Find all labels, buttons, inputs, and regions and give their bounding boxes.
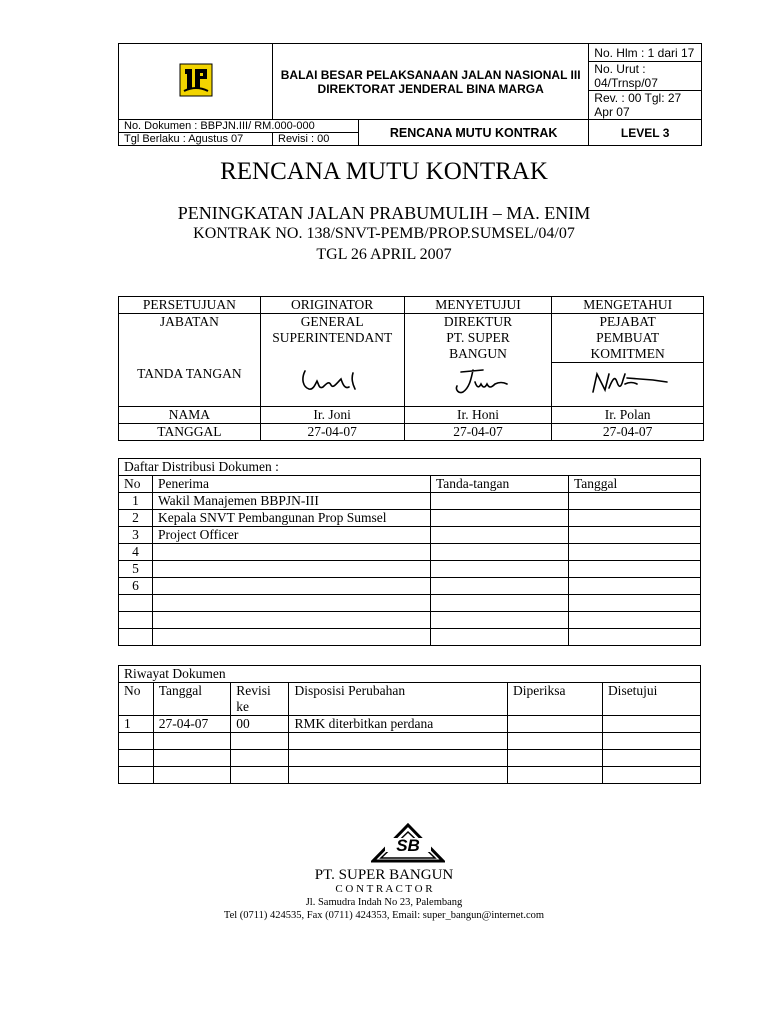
main-title: RENCANA MUTU KONTRAK [220,158,548,185]
company-name: PT. SUPER BANGUN [314,867,454,883]
table-row [119,716,701,733]
row-ttd [431,629,569,646]
hist-disetujui [602,767,700,784]
hist-tanggal [153,767,231,784]
level-cell: LEVEL 3 [589,120,702,146]
hist-diperiksa [507,767,602,784]
hist-header-text: ke [236,699,250,714]
row-ttd [431,493,569,510]
document-header [118,43,702,146]
jabatan-mengetahui [552,314,704,363]
row-ttd [431,595,569,612]
revisi-cell: Revisi : 00 [273,133,359,146]
hist-revisi [231,750,289,767]
dist-header: Penerima [153,476,431,493]
jabatan-text: PEMBUAT [596,330,660,345]
table-row [119,629,701,646]
distribution-title: Daftar Distribusi Dokumen : [119,459,701,476]
row-ttd [431,510,569,527]
row-no: 2 [119,510,153,527]
table-row [119,733,701,750]
hist-header-text: Revisi [236,683,271,698]
row-penerima: Project Officer [153,527,431,544]
jabatan-text: SUPERINTENDANT [272,330,393,345]
row-no: 1 [119,493,153,510]
approval-header: ORIGINATOR [260,297,404,314]
hist-header: Disetujui [602,683,700,716]
row-ttd [431,612,569,629]
signature-menyetujui [404,363,552,407]
row-penerima [153,629,431,646]
row-tanggal [569,561,701,578]
row-no: 5 [119,561,153,578]
row-penerima: Wakil Manajemen BBPJN-III [153,493,431,510]
hist-diperiksa [507,733,602,750]
table-row [119,510,701,527]
tanggal-value: 27-04-07 [260,424,404,441]
row-tanggal [569,578,701,595]
hist-header: Tanggal [153,683,231,716]
no-hlm: No. Hlm : 1 dari 17 [589,44,702,62]
company-address: Jl. Samudra Indah No 23, Palembang [305,897,463,908]
nama-value: Ir. Polan [552,407,704,424]
table-row [119,561,701,578]
rev-info: Rev. : 00 Tgl: 27 Apr 07 [589,91,702,120]
hist-revisi [231,733,289,750]
no-urut: No. Urut : 04/Trnsp/07 [589,62,702,91]
hist-diperiksa [507,750,602,767]
row-tanggal [569,510,701,527]
hist-header-revisi [231,683,289,716]
jabatan-menyetujui [404,314,552,363]
history-title: Riwayat Dokumen [119,666,701,683]
tanggal-value: 27-04-07 [552,424,704,441]
row-penerima: Kepala SNVT Pembangunan Prop Sumsel [153,510,431,527]
hist-revisi: 00 [231,716,289,733]
row-penerima [153,578,431,595]
hist-disposisi: RMK diterbitkan perdana [289,716,508,733]
row-ttd [431,527,569,544]
ttd-label: TANDA TANGAN [119,363,261,407]
hist-diperiksa [507,716,602,733]
table-row [119,595,701,612]
jabatan-text: PT. SUPER [446,330,510,345]
hist-disetujui [602,716,700,733]
hist-header: Diperiksa [507,683,602,716]
hist-no [119,733,154,750]
row-ttd [431,544,569,561]
doc-title-cell: RENCANA MUTU KONTRAK [359,120,589,146]
contract-number: KONTRAK NO. 138/SNVT-PEMB/PROP.SUMSEL/04/07 [193,225,575,242]
row-ttd [431,561,569,578]
org-line2: DIREKTORAT JENDERAL BINA MARGA [317,81,544,96]
org-name [273,44,589,120]
tanggal-value: 27-04-07 [404,424,552,441]
row-penerima [153,612,431,629]
hist-disposisi [289,750,508,767]
row-no: 3 [119,527,153,544]
table-row [119,767,701,784]
jabatan-originator [260,314,404,363]
row-no [119,612,153,629]
row-tanggal [569,527,701,544]
nama-value: Ir. Honi [404,407,552,424]
sb-logo-text: SB [396,836,420,855]
company-contractor: C O N T R A C T O R [335,883,433,895]
row-tanggal [569,595,701,612]
hist-disposisi [289,767,508,784]
row-no [119,595,153,612]
signature-originator [260,363,404,407]
table-row [119,612,701,629]
sb-logo-icon [371,823,445,863]
row-tanggal [569,612,701,629]
hist-tanggal [153,750,231,767]
row-penerima [153,544,431,561]
table-row [119,493,701,510]
tgl-berlaku: Tgl Berlaku : Agustus 07 [119,133,273,146]
no-dokumen: No. Dokumen : BBPJN.III/ RM.000-000 [119,120,359,133]
approval-table [118,296,704,441]
table-row [119,527,701,544]
history-table [118,665,701,784]
dist-header: No [119,476,153,493]
hist-disposisi [289,733,508,750]
company-contact: Tel (0711) 424535, Fax (0711) 424353, Email: super_bangun@internet.com [223,910,545,921]
table-row [119,578,701,595]
nama-label: NAMA [119,407,261,424]
jabatan-text: DIREKTUR [443,314,513,329]
hist-disetujui [602,750,700,767]
jabatan-text: BANGUN [449,346,507,361]
hist-disetujui [602,733,700,750]
hist-no [119,750,154,767]
jabatan-text: GENERAL [300,314,364,329]
row-tanggal [569,493,701,510]
hist-tanggal [153,733,231,750]
row-penerima [153,561,431,578]
signature-icon [297,367,367,397]
distribution-table [118,458,701,646]
signature-icon [443,366,513,398]
sb-logo [371,823,445,863]
jabatan-text: PEJABAT [599,314,656,329]
row-no: 6 [119,578,153,595]
tanggal-label: TANGGAL [119,424,261,441]
row-no [119,629,153,646]
dist-header: Tanggal [569,476,701,493]
jabatan-text: KOMITMEN [590,346,665,361]
approval-header: MENGETAHUI [552,297,704,314]
hist-no: 1 [119,716,154,733]
row-penerima [153,595,431,612]
approval-header: MENYETUJUI [404,297,552,314]
signature-mengetahui [552,363,704,407]
pu-logo [119,44,273,120]
row-tanggal [569,544,701,561]
row-tanggal [569,629,701,646]
hist-tanggal: 27-04-07 [153,716,231,733]
table-row [119,750,701,767]
jabatan-label: JABATAN [119,314,261,363]
signature-icon [583,368,673,398]
pu-logo-icon [179,63,213,97]
org-line1: BALAI BESAR PELAKSANAAN JALAN NASIONAL III [280,67,581,82]
row-ttd [431,578,569,595]
table-row [119,544,701,561]
contract-date: TGL 26 APRIL 2007 [316,246,452,263]
hist-header: Disposisi Perubahan [289,683,508,716]
dist-header: Tanda-tangan [431,476,569,493]
hist-header: No [119,683,154,716]
row-no: 4 [119,544,153,561]
hist-no [119,767,154,784]
nama-value: Ir. Joni [260,407,404,424]
approval-header: PERSETUJUAN [119,297,261,314]
hist-revisi [231,767,289,784]
project-title: PENINGKATAN JALAN PRABUMULIH – MA. ENIM [177,203,591,223]
